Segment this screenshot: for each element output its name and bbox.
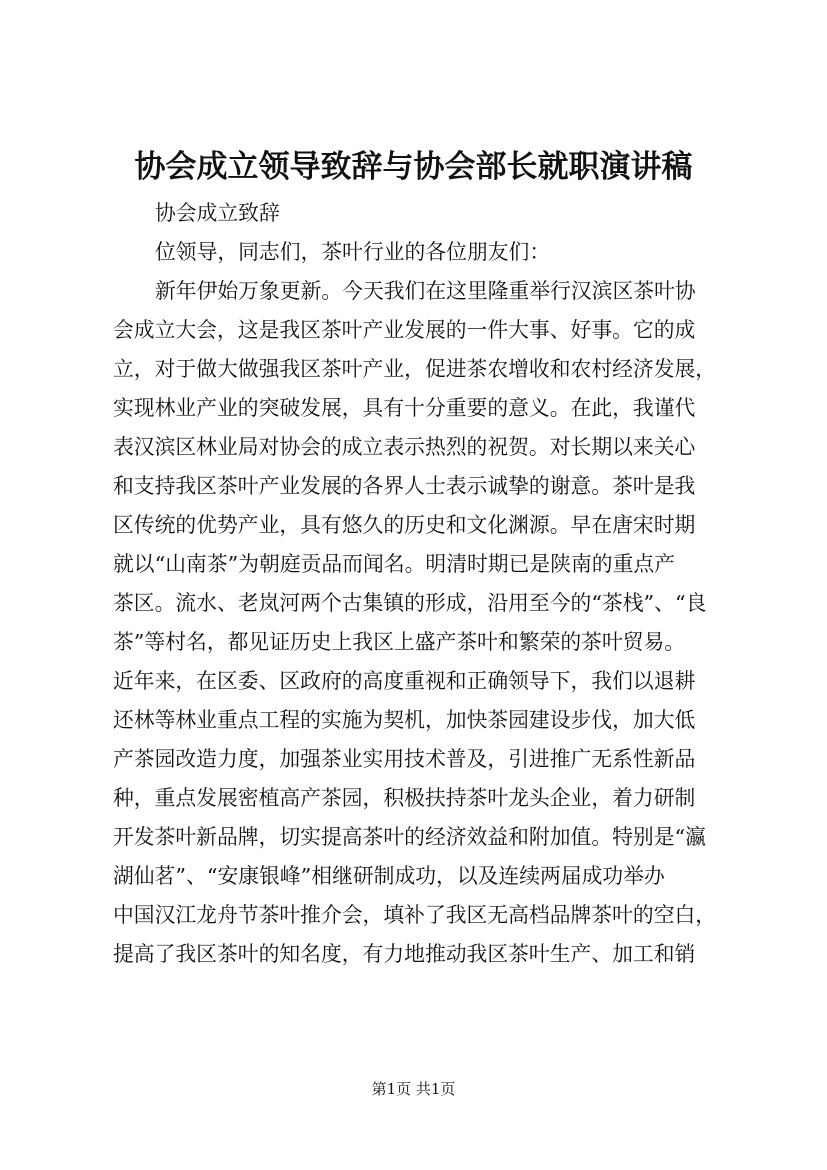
body-line: 新年伊始万象更新。今天我们在这里隆重举行汉滨区茶叶协	[155, 279, 696, 303]
body-line: 还林等林业重点工程的实施为契机，加快茶园建设步伐，加大低	[113, 708, 696, 732]
body-line: 提高了我区茶叶的知名度，有力地推动我区茶叶生产、加工和销	[113, 942, 696, 966]
salutation: 位领导，同志们，茶叶行业的各位朋友们：	[155, 240, 551, 264]
body-line: 会成立大会，这是我区茶叶产业发展的一件大事、好事。它的成	[113, 318, 696, 342]
body-line: 表汉滨区林业局对协会的成立表示热烈的祝贺。对长期以来关心	[113, 435, 696, 459]
body-line: 开发茶叶新品牌，切实提高茶叶的经济效益和附加值。特别是“瀛	[113, 825, 706, 849]
body-line: 湖仙茗”、“安康银峰”相继研制成功，以及连续两届成功举办	[113, 864, 665, 888]
document-title: 协会成立领导致辞与协会部长就职演讲稿	[134, 149, 693, 185]
body-line: 近年来，在区委、区政府的高度重视和正确领导下，我们以退耕	[113, 669, 696, 693]
document-body	[113, 194, 749, 974]
body-line: 茶区。流水、老岚河两个古集镇的形成，沿用至今的“茶栈”、“良	[113, 591, 707, 615]
body-line: 实现林业产业的突破发展，具有十分重要的意义。在此，我谨代	[113, 396, 696, 420]
section-heading: 协会成立致辞	[155, 201, 280, 225]
body-line: 区传统的优势产业，具有悠久的历史和文化渊源。早在唐宋时期	[113, 513, 696, 537]
page-footer: 第1页 共1页	[371, 1080, 456, 1098]
body-line: 立，对于做大做强我区茶叶产业，促进茶农增收和农村经济发展，	[113, 357, 717, 381]
body-line: 茶”等村名，都见证历史上我区上盛产茶叶和繁荣的茶叶贸易。	[113, 630, 686, 654]
body-line: 就以“山南茶”为朝庭贡品而闻名。明清时期已是陕南的重点产	[113, 552, 675, 576]
body-line: 产茶园改造力度，加强茶业实用技术普及，引进推广无系性新品	[113, 747, 696, 771]
body-line: 中国汉江龙舟节茶叶推介会，填补了我区无高档品牌茶叶的空白，	[113, 903, 717, 927]
body-line: 种，重点发展密植高产茶园，积极扶持茶叶龙头企业，着力研制	[113, 786, 696, 810]
body-line: 和支持我区茶叶产业发展的各界人士表示诚挚的谢意。茶叶是我	[113, 474, 696, 498]
